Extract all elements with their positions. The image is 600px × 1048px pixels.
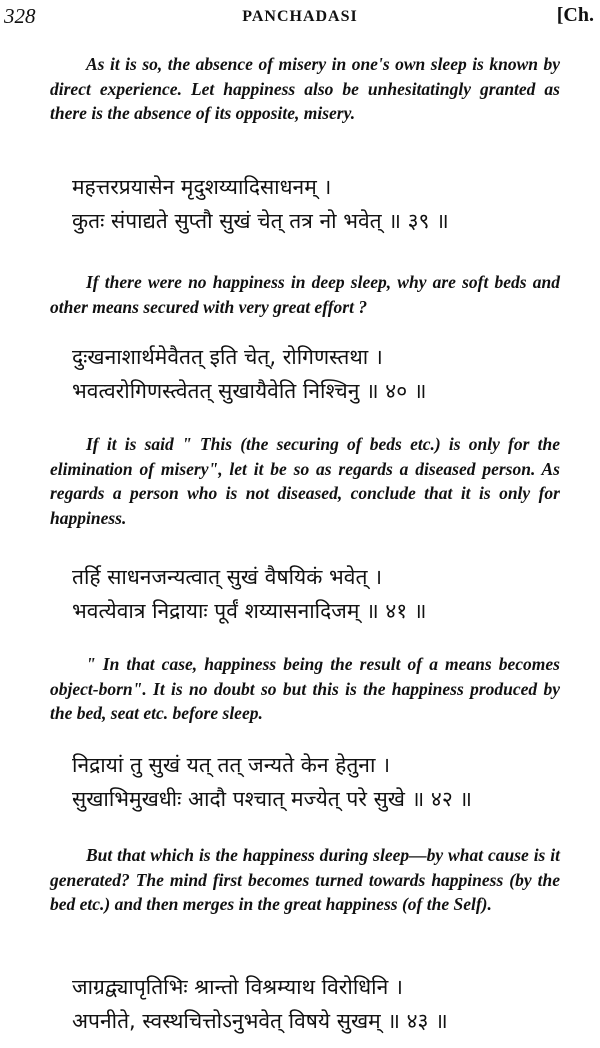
page-header — [0, 4, 600, 30]
page-number: 328 — [4, 4, 36, 28]
translation-text: As it is so, the absence of misery in one's own sleep is known by direct experience. Let happiness also be unhesitatingly granted as there is the absence of its opposite, misery. — [50, 54, 560, 123]
verse-line: तर्हि साधनजन्यत्वात् सुखं वैषयिकं भवेत् । — [72, 565, 383, 589]
verse-line: निद्रायां तु सुखं यत् तत् जन्यते केन हेतुना । — [72, 753, 391, 777]
verse-line: अपनीते, स्वस्थचित्तोऽनुभवेत् विषये सुखम् ॥ ४३ ॥ — [72, 1009, 448, 1033]
translation-paragraph — [50, 652, 560, 726]
verse-line: महत्तरप्रयासेन मृदुशय्यादिसाधनम् । — [72, 175, 332, 199]
verse-line: भवत्येवात्र निद्रायाः पूर्वं शय्यासनादिजम् ॥ ४१ ॥ — [72, 599, 427, 623]
translation-text: If it is said " This (the securing of beds etc.) is only for the elimination of misery", let it be so as regards a diseased person. As regards a person who is not diseased, conclude that it is only for happiness. — [50, 434, 560, 528]
chapter-mark: [Ch. — [556, 4, 594, 26]
running-title: PANCHADASI — [242, 8, 358, 25]
translation-paragraph — [50, 432, 560, 530]
sanskrit-verse — [72, 340, 572, 408]
translation-text: If there were no happiness in deep sleep, why are soft beds and other means secured with very great effort ? — [50, 272, 560, 317]
sanskrit-verse — [72, 170, 572, 238]
translation-paragraph — [50, 843, 560, 917]
translation-text: " In that case, happiness being the result of a means becomes object-born". It is no doubt so but this is the happiness produced by the bed, seat etc. before sleep. — [50, 654, 560, 723]
verse-line: भवत्वरोगिणस्त्वेतत् सुखायैवेति निश्चिनु ॥ ४० ॥ — [72, 379, 427, 403]
verse-line: दुःखनाशार्थमेवैतत् इति चेत्, रोगिणस्तथा । — [72, 345, 383, 369]
sanskrit-verse — [72, 560, 572, 628]
verse-line: सुखाभिमुखधीः आदौ पश्चात् मज्येत् परे सुखे ॥ ४२ ॥ — [72, 787, 473, 811]
translation-paragraph — [50, 270, 560, 319]
translation-paragraph — [50, 52, 560, 126]
verse-line: कुतः संपाद्यते सुप्तौ सुखं चेत् तत्र नो भवेत् ॥ ३९ ॥ — [72, 209, 449, 233]
verse-line: जाग्रद्व्यापृतिभिः श्रान्तो विश्रम्याथ विरोधिनि । — [72, 975, 403, 999]
translation-text: But that which is the happiness during sleep—by what cause is it generated? The mind first becomes turned towards happiness (by the bed etc.) and then merges in the great happiness (of the Self). — [50, 845, 560, 914]
sanskrit-verse — [72, 970, 572, 1038]
sanskrit-verse — [72, 748, 572, 816]
